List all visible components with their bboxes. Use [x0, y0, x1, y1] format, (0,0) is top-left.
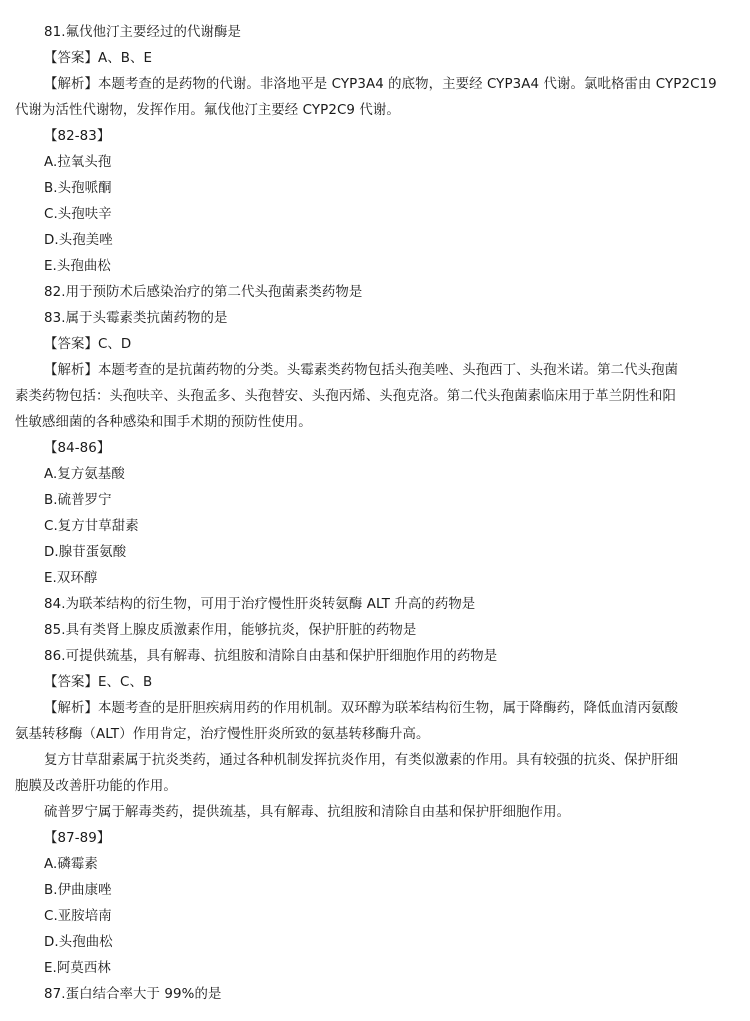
option-d-87-89: D.头孢曲松 — [44, 935, 113, 950]
analysis-82-83-line-1: 【解析】本题考查的是抗菌药物的分类。头霉素类药物包括头孢美唑、头孢西丁、头孢米诺。第二代头孢菌 — [44, 363, 679, 378]
option-c-82-83: C.头孢呋辛 — [44, 207, 112, 222]
group-header-87-89: 【87-89】 — [44, 831, 111, 846]
answer-81: 【答案】A、B、E — [44, 51, 153, 66]
analysis-84-86-line-1: 【解析】本题考查的是肝胆疾病用药的作用机制。双环醇为联苯结构衍生物，属于降酶药，降低血清丙氨酸 — [44, 701, 679, 716]
option-b-84-86: B.硫普罗宁 — [44, 493, 112, 508]
option-a-87-89: A.磷霉素 — [44, 857, 98, 872]
answer-82-83: 【答案】C、D — [44, 337, 132, 352]
option-b-87-89: B.伊曲康唑 — [44, 883, 112, 898]
option-b-82-83: B.头孢哌酮 — [44, 181, 112, 196]
option-e-87-89: E.阿莫西林 — [44, 961, 111, 976]
option-d-84-86: D.腺苷蛋氨酸 — [44, 545, 127, 560]
group-header-84-86: 【84-86】 — [44, 441, 111, 456]
question-87: 87.蛋白结合率大于 99%的是 — [44, 987, 222, 1002]
option-a-84-86: A.复方氨基酸 — [44, 467, 125, 482]
analysis-84-86-line-4: 胞膜及改善肝功能的作用。 — [15, 779, 177, 794]
question-81: 81.氟伐他汀主要经过的代谢酶是 — [44, 25, 241, 40]
option-e-82-83: E.头孢曲松 — [44, 259, 111, 274]
option-a-82-83: A.拉氧头孢 — [44, 155, 112, 170]
option-d-82-83: D.头孢美唑 — [44, 233, 113, 248]
option-c-87-89: C.亚胺培南 — [44, 909, 112, 924]
group-header-82-83: 【82-83】 — [44, 129, 111, 144]
option-c-84-86: C.复方甘草甜素 — [44, 519, 139, 534]
analysis-84-86-line-3: 复方甘草甜素属于抗炎类药，通过各种机制发挥抗炎作用，有类似激素的作用。具有较强的抗炎、保护肝细 — [44, 753, 679, 768]
question-85: 85.具有类肾上腺皮质激素作用，能够抗炎，保护肝脏的药物是 — [44, 623, 417, 638]
question-82: 82.用于预防术后感染治疗的第二代头孢菌素类药物是 — [44, 285, 363, 300]
option-e-84-86: E.双环醇 — [44, 571, 98, 586]
analysis-81-line-2: 代谢为活性代谢物，发挥作用。氟伐他汀主要经 CYP2C9 代谢。 — [15, 103, 400, 118]
answer-84-86: 【答案】E、C、B — [44, 675, 153, 690]
analysis-84-86-line-5: 硫普罗宁属于解毒类药，提供巯基，具有解毒、抗组胺和清除自由基和保护肝细胞作用。 — [44, 805, 571, 820]
analysis-82-83-line-3: 性敏感细菌的各种感染和围手术期的预防性使用。 — [15, 415, 312, 430]
question-84: 84.为联苯结构的衍生物，可用于治疗慢性肝炎转氨酶 ALT 升高的药物是 — [44, 597, 476, 612]
analysis-81-line-1: 【解析】本题考查的是药物的代谢。非洛地平是 CYP3A4 的底物，主要经 CYP3A4 代谢。氯吡格雷由 CYP2C19 — [44, 77, 717, 92]
question-83: 83.属于头霉素类抗菌药物的是 — [44, 311, 228, 326]
analysis-84-86-line-2: 氨基转移酶（ALT）作用肯定，治疗慢性肝炎所致的氨基转移酶升高。 — [15, 727, 430, 742]
question-86: 86.可提供巯基，具有解毒、抗组胺和清除自由基和保护肝细胞作用的药物是 — [44, 649, 498, 664]
analysis-82-83-line-2: 素类药物包括：头孢呋辛、头孢孟多、头孢替安、头孢丙烯、头孢克洛。第二代头孢菌素临床用于革兰阴性和阳 — [15, 389, 677, 404]
